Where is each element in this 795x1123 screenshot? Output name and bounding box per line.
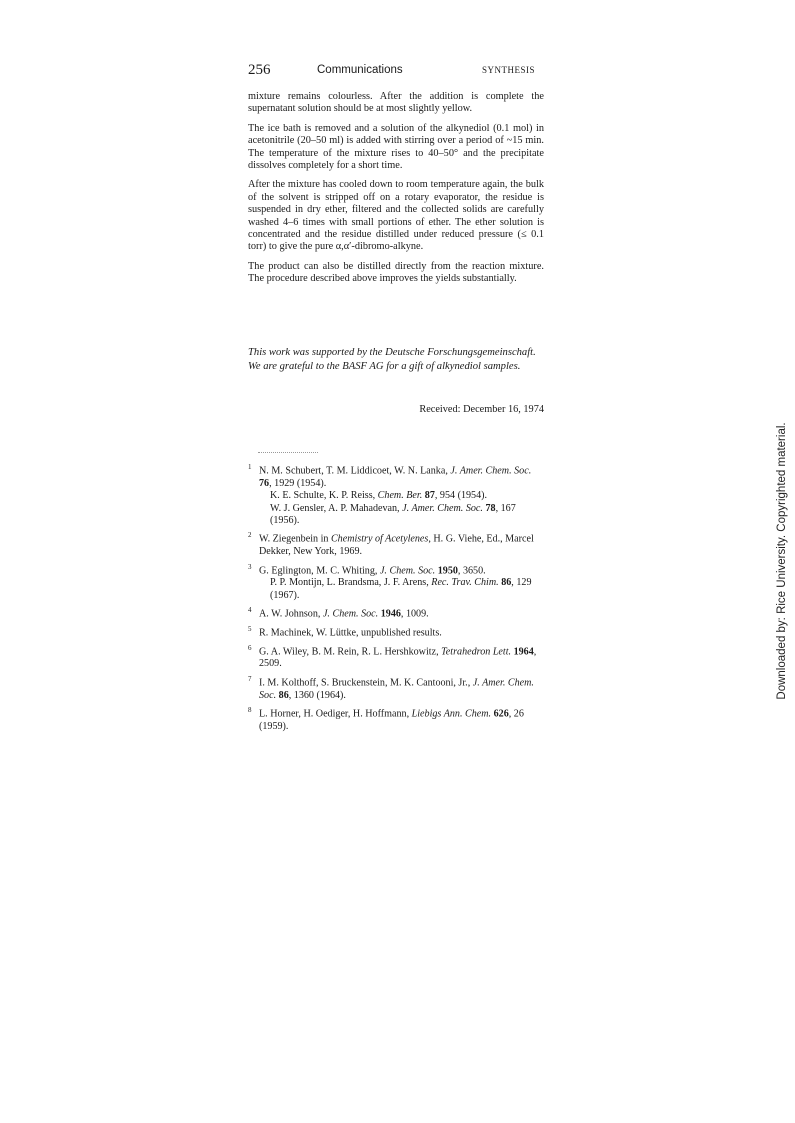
reference-item: K. E. Schulte, K. P. Reiss, Chem. Ber. 87, 954 (1954). — [270, 490, 488, 502]
reference-number: 2 — [248, 531, 252, 540]
reference-number: 5 — [248, 624, 252, 633]
reference-item: $^4$ A. W. Johnson, J. Chem. Soc. 1946, 1009. — [248, 606, 429, 620]
reference-item: W. J. Gensler, A. P. Mahadevan, J. Amer. Chem. Soc. 78, 167 (1956). — [270, 502, 516, 526]
paragraph: The product can also be distilled directly from the reaction mixture. The procedure described above improves the yields substantially. — [248, 260, 544, 285]
footnote-divider — [258, 452, 318, 453]
reference-number: 6 — [248, 643, 252, 652]
paragraph: After the mixture has cooled down to room temperature again, the bulk of the solvent is stripped off on a rotary evaporator, the residue is suspended in dry ether, filtered and the collected solids are carefully washed 4–6 times with small portions of ether. The ether solution is concentrated and the residue distilled under reduced pressure (≤ 0.1 torr) to give the pure α,α′-dibromo-alkyne. — [248, 179, 544, 253]
reference-item: $^8$ L. Horner, H. Oediger, H. Hoffmann, Liebigs Ann. Chem. 626, 26 (1959). — [248, 706, 524, 732]
acknowledgement: This work was supported by the Deutsche Forschungsgemeinschaft. We are grateful to the BASF AG for a gift of alkynediol samples. — [248, 347, 536, 373]
reference-number: 1 — [248, 463, 252, 471]
body-text — [248, 91, 544, 293]
section-title: Communications — [317, 64, 403, 76]
reference-item: P. P. Montijn, L. Brandsma, J. F. Arens, Rec. Trav. Chim. 86, 129 (1967). — [270, 577, 532, 601]
reference-number: 7 — [248, 674, 252, 683]
download-watermark: Downloaded by: Rice University. Copyrighted material. — [776, 422, 788, 700]
page-number: 256 — [248, 62, 271, 78]
journal-name: SYNTHESIS — [481, 65, 535, 75]
received-date: Received: December 16, 1974 — [419, 404, 544, 415]
reference-number: 3 — [248, 562, 252, 571]
reference-item: $^5$ R. Machinek, W. Lüttke, unpublished results. — [248, 624, 442, 639]
reference-item: $^7$ I. M. Kolthoff, S. Bruckenstein, M. K. Cantooni, Jr., J. Amer. Chem. Soc. 86, 1360 (1964). — [248, 674, 534, 701]
reference-number: 8 — [248, 706, 252, 715]
paragraph: mixture remains colourless. After the addition is complete the supernatant solution should be at most slightly yellow. — [248, 91, 544, 115]
paragraph: The ice bath is removed and a solution of the alkynediol (0.1 mol) in acetonitrile (20–50 ml) is added with stirring over a period of ~15 min. The temperature of the mixture rises to 40–50° and the precipitate dissolves completely for a short time. — [248, 122, 544, 172]
reference-item: $^1$ N. M. Schubert, T. M. Liddicoet, W. N. Lanka, J. Amer. Chem. Soc. 76, 1929 (1954). K. E. Schulte, K. P. Reiss, Chem. Ber. 87, 954 (1954). W. J. Gensler, A. P. Mahadevan, J. Amer. Chem. Soc. 78, 167 (1956). — [248, 461, 544, 527]
reference-item: $^2$ W. Ziegenbein in Chemistry of Acetylenes, H. G. Viehe, Ed., Marcel Dekker, New York, 1969. — [248, 531, 534, 558]
page-header — [248, 62, 535, 82]
reference-number: 4 — [248, 606, 252, 615]
reference-list — [248, 461, 544, 735]
reference-item: $^6$ G. A. Wiley, B. M. Rein, R. L. Hershkowitz, Tetrahedron Lett. 1964, 2509. — [248, 643, 537, 670]
reference-item: $^3$ G. Eglington, M. C. Whiting, J. Chem. Soc. 1950, 3650. P. P. Montijn, L. Brandsma, J. F. Arens, Rec. Trav. Chim. 86, 129 (1967). — [248, 561, 544, 603]
